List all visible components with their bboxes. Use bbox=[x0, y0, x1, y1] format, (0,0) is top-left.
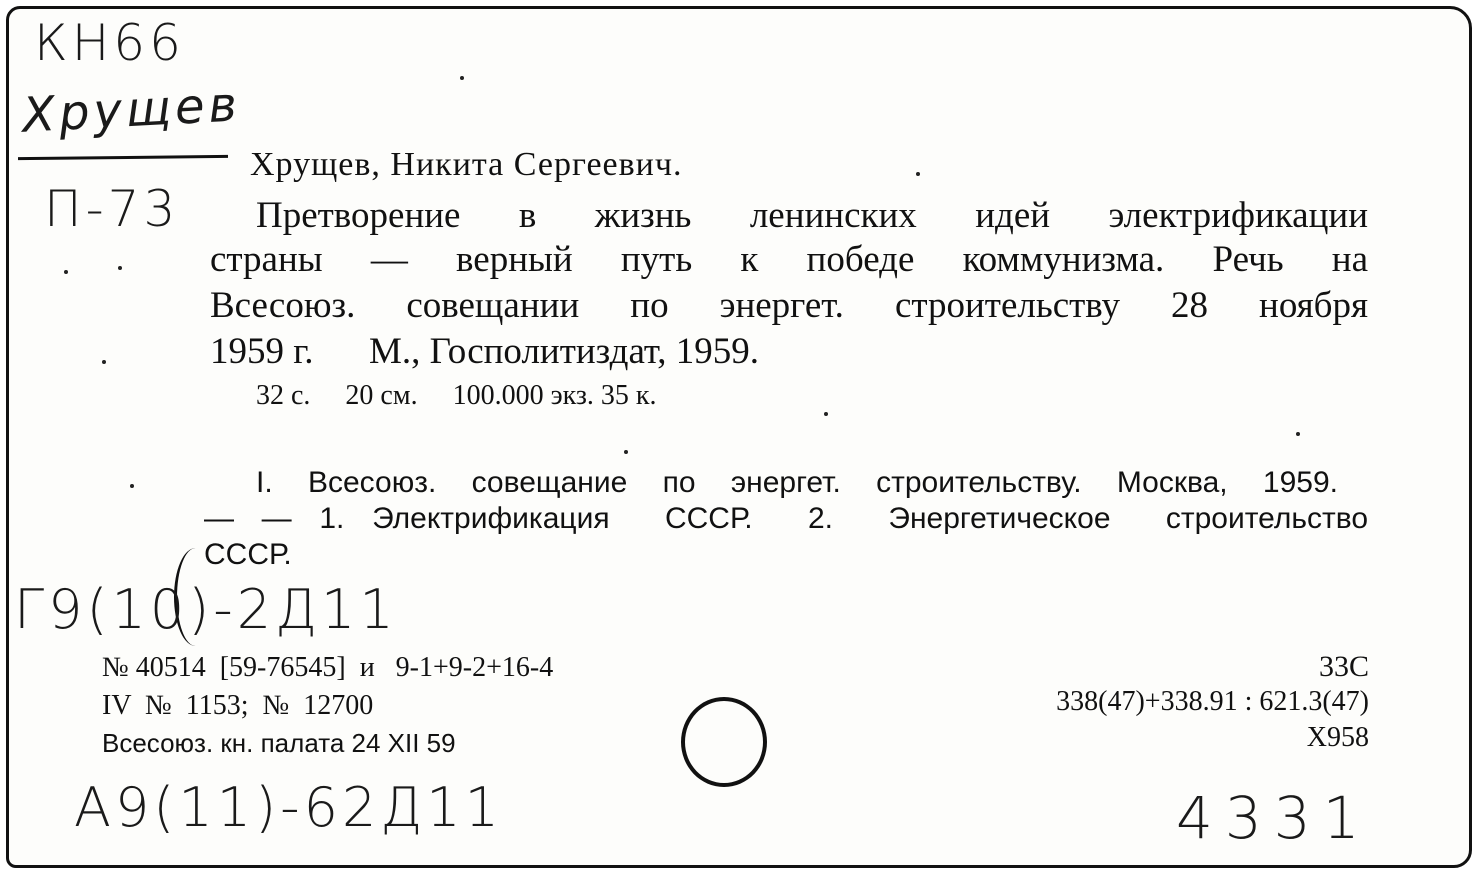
footer-left-line-1: № 40514 [59-76545] и 9-1+9-2+16-4 bbox=[102, 652, 554, 683]
footer-left-line-3: Всесоюз. кн. палата 24 XII 59 bbox=[102, 728, 456, 758]
speck bbox=[118, 266, 122, 270]
physical-description: 32 с. 20 см. 100.000 экз. 35 к. bbox=[256, 380, 657, 411]
subject-line-1: I. Всесоюз. совещание по энергет. строительству. Москва, 1959. bbox=[256, 466, 1338, 499]
title-line-1: Претворение в жизнь ленинских идей электрификации bbox=[256, 195, 1368, 236]
subject-line-2: — — 1. Электрификация СССР. 2. Энергетическое строительство bbox=[204, 502, 1368, 535]
handwritten-classification-1: Г9(10)-2Д11 bbox=[14, 578, 398, 641]
punch-hole bbox=[681, 697, 767, 787]
handwritten-classification-2: А9(11)-62Д11 bbox=[74, 776, 503, 839]
handwritten-corner-number: 4331 bbox=[1176, 784, 1372, 852]
title-line-4: 1959 г. М., Госполитиздат, 1959. bbox=[210, 331, 760, 372]
title-line-3: Всесоюз. совещании по энергет. строительству 28 ноября bbox=[210, 285, 1368, 326]
speck bbox=[64, 270, 68, 274]
subject-line-3: СССР. bbox=[204, 538, 292, 571]
footer-right-line-2: 338(47)+338.91 : 621.3(47) bbox=[1056, 686, 1369, 717]
speck bbox=[624, 450, 628, 454]
speck bbox=[460, 76, 464, 80]
speck bbox=[102, 360, 106, 364]
speck bbox=[824, 412, 828, 416]
handwritten-code: КН66 bbox=[34, 14, 185, 72]
author-heading: Хрущев, Никита Сергеевич. bbox=[250, 146, 683, 183]
footer-right-line-3: Х958 bbox=[1306, 722, 1369, 753]
title-line-2: страны — верный путь к победе коммунизма. Речь на bbox=[210, 239, 1368, 280]
footer-left-line-2: IV № 1153; № 12700 bbox=[102, 690, 374, 721]
speck bbox=[1296, 432, 1300, 436]
handwritten-surname: Хрущев bbox=[20, 76, 243, 144]
speck bbox=[130, 484, 134, 488]
speck bbox=[916, 172, 920, 176]
footer-right-line-1: 33С bbox=[1318, 650, 1369, 683]
handwritten-shelf-mark: П-73 bbox=[44, 180, 180, 238]
